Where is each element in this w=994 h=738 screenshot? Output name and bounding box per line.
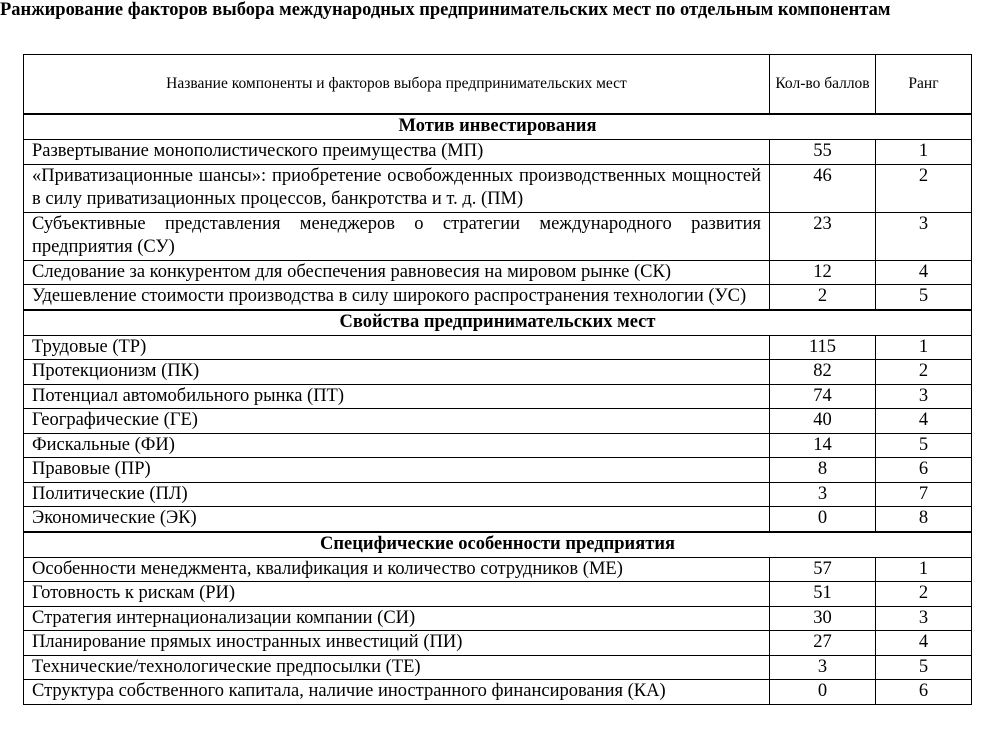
table-row [24,285,972,310]
table-row [24,384,972,409]
factor-name-cell: Фискальные (ФИ) [24,433,770,458]
factor-name-cell: Удешевление стоимости производства в силу широкого распространения технологии (УС) [24,285,770,310]
score-cell: 3 [770,482,876,507]
factor-name-cell: Политические (ПЛ) [24,482,770,507]
score-cell: 74 [770,384,876,409]
table-row [24,458,972,483]
rank-cell: 6 [876,458,972,483]
rank-cell: 2 [876,164,972,212]
table-row [24,212,972,260]
rank-cell: 2 [876,360,972,385]
rank-cell: 1 [876,335,972,360]
factor-name-cell: Экономические (ЭК) [24,507,770,532]
score-cell: 2 [770,285,876,310]
document-title: Ранжирование факторов выбора международных предпринимательских мест по отдельным компонентам [0,0,891,20]
header-rank: Ранг [876,55,972,115]
score-cell: 30 [770,606,876,631]
score-cell: 0 [770,680,876,705]
factor-name-cell: Субъективные представления менеджеров о стратегии международного развития предприятия (СУ) [24,212,770,260]
factor-name-cell: Технические/технологические предпосылки (ТЕ) [24,655,770,680]
table-row [24,631,972,656]
factor-name-cell: Развертывание монополистического преимущества (МП) [24,140,770,165]
score-cell: 51 [770,582,876,607]
score-cell: 8 [770,458,876,483]
section-header-row [24,114,972,140]
factor-name-cell: Стратегия интернационализации компании (СИ) [24,606,770,631]
table-row [24,606,972,631]
rank-cell: 7 [876,482,972,507]
table-row [24,409,972,434]
rank-cell: 2 [876,582,972,607]
factor-name-cell: Следование за конкурентом для обеспечения равновесия на мировом рынке (СК) [24,260,770,285]
table-row [24,140,972,165]
score-cell: 3 [770,655,876,680]
rank-cell: 5 [876,285,972,310]
factor-name-cell: Протекционизм (ПК) [24,360,770,385]
factor-name-cell: Географические (ГЕ) [24,409,770,434]
factor-name-cell: Трудовые (ТР) [24,335,770,360]
factor-name-cell: Потенциал автомобильного рынка (ПТ) [24,384,770,409]
rank-cell: 4 [876,409,972,434]
table-header-row [24,55,972,115]
score-cell: 46 [770,164,876,212]
table-row [24,164,972,212]
score-cell: 55 [770,140,876,165]
section-title: Свойства предпринимательских мест [24,310,972,336]
score-cell: 27 [770,631,876,656]
section-title: Мотив инвестирования [24,114,972,140]
score-cell: 40 [770,409,876,434]
score-cell: 57 [770,557,876,582]
header-score: Кол-во баллов [770,55,876,115]
rank-cell: 1 [876,557,972,582]
factor-name-cell: Планирование прямых иностранных инвестиций (ПИ) [24,631,770,656]
table-row [24,582,972,607]
score-cell: 0 [770,507,876,532]
table-row [24,680,972,705]
table-row [24,655,972,680]
score-cell: 82 [770,360,876,385]
rank-cell: 6 [876,680,972,705]
rank-cell: 3 [876,384,972,409]
table-row [24,433,972,458]
score-cell: 23 [770,212,876,260]
rank-cell: 1 [876,140,972,165]
rank-cell: 3 [876,212,972,260]
section-title: Специфические особенности предприятия [24,532,972,558]
rank-cell: 4 [876,631,972,656]
factor-name-cell: Готовность к рискам (РИ) [24,582,770,607]
rank-cell: 8 [876,507,972,532]
rank-cell: 4 [876,260,972,285]
score-cell: 14 [770,433,876,458]
table-body [24,114,972,704]
rank-cell: 3 [876,606,972,631]
factor-name-cell: Особенности менеджмента, квалификация и количество сотрудников (МЕ) [24,557,770,582]
header-name: Название компоненты и факторов выбора предпринимательских мест [24,55,770,115]
table-row [24,335,972,360]
score-cell: 12 [770,260,876,285]
rank-cell: 5 [876,655,972,680]
table-row [24,482,972,507]
ranking-table [23,54,972,705]
section-header-row [24,532,972,558]
table-row [24,507,972,532]
table-row [24,360,972,385]
factor-name-cell: «Приватизационные шансы»: приобретение освобожденных производственных мощностей в силу приватизационных процессов, банкротства и т. д. (ПМ) [24,164,770,212]
section-header-row [24,310,972,336]
factor-name-cell: Структура собственного капитала, наличие иностранного финансирования (КА) [24,680,770,705]
table-row [24,557,972,582]
rank-cell: 5 [876,433,972,458]
factor-name-cell: Правовые (ПР) [24,458,770,483]
table-row [24,260,972,285]
score-cell: 115 [770,335,876,360]
